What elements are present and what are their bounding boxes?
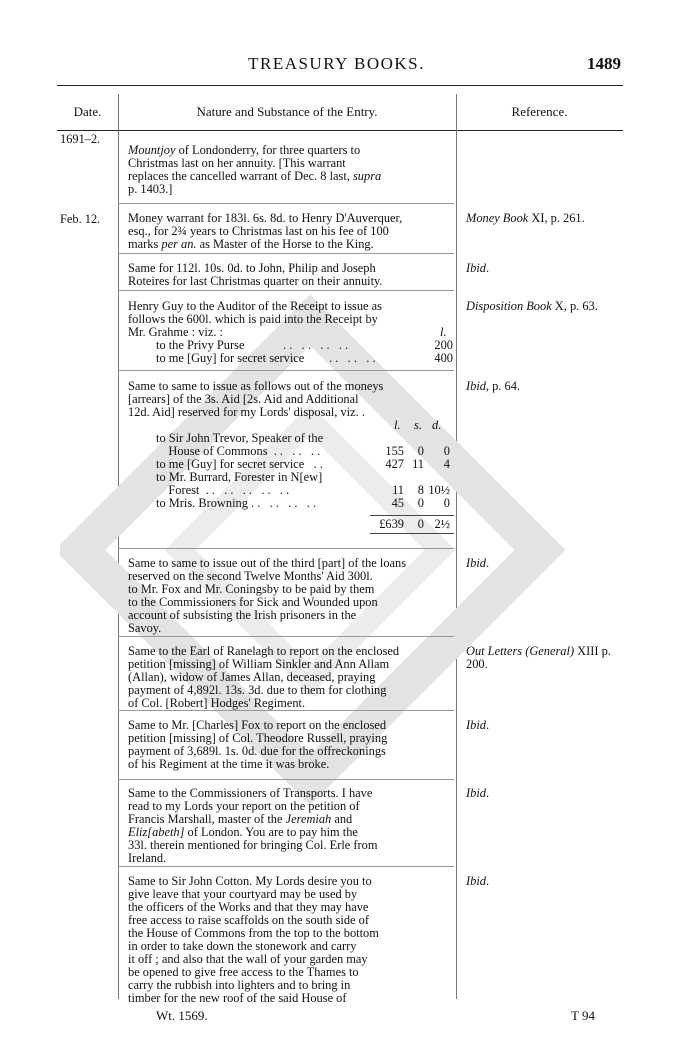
entry-line: Money warrant for 183l. 6s. 8d. to Henry D'Auverquer, [128, 211, 403, 225]
entry-line: in order to take down the stonework and carry [128, 939, 357, 953]
amount-d: 4 [443, 457, 450, 471]
entry-line: be opened to give free access to the Thames to [128, 965, 359, 979]
header-rule [57, 85, 623, 86]
entry-text [128, 144, 453, 196]
entry-text [128, 875, 453, 1005]
entry-text [128, 380, 453, 419]
total-underline [370, 533, 454, 534]
entry-text [128, 719, 453, 771]
running-head [0, 54, 673, 76]
amount-s: 8 [417, 483, 424, 497]
entry-text [128, 212, 453, 251]
entry-line: Savoy. [128, 621, 162, 635]
entry-date: Feb. 12. [60, 212, 101, 226]
entry-separator [118, 636, 454, 637]
page-title: TREASURY BOOKS. [248, 54, 425, 73]
entry-separator [118, 866, 454, 867]
entry-line: Ireland. [128, 851, 167, 865]
amount-s: 0 [417, 444, 424, 458]
entry-date: 1691–2. [60, 132, 101, 146]
entry-line: Same to same to issue out of the third [part] of the loans [128, 556, 407, 570]
entry-separator [118, 253, 454, 254]
entry-line: payment of 3,689l. 1s. 0d. due for the offreckonings [128, 744, 386, 758]
amount-label: House of Commons . . . . . . [156, 444, 321, 458]
entry-text [128, 645, 453, 710]
entry-line: the House of Commons from the top to the bottom [128, 926, 379, 940]
entry-line: timber for the new roof of the said House of [128, 991, 347, 1005]
entry-reference: Disposition Book X, p. 63. [466, 299, 598, 313]
column-header-rule [57, 130, 623, 131]
entry-reference: Ibid, p. 64. [466, 379, 521, 393]
entry-line: (Allan), widow of James Allan, deceased, praying [128, 670, 376, 684]
reference-column-divider [456, 94, 457, 999]
entry-line: the officers of the Works and that they may have [128, 900, 369, 914]
entry-line: it off ; and also that the wall of your garden may [128, 952, 368, 966]
entry-line: petition [missing] of William Sinkler and Ann Allam [128, 657, 390, 671]
amount-label: to Mris. Browning . . . . . . . . [156, 496, 317, 510]
amount-label: to the Privy Purse [156, 338, 245, 352]
amount-s: 0 [417, 496, 424, 510]
entry-line: payment of 4,892l. 13s. 3d. due to them for clothing [128, 683, 387, 697]
footer-print-code: Wt. 1569. [156, 1008, 208, 1023]
amount-l: 11 [392, 483, 404, 497]
entry-line: read to my Lords your report on the petition of [128, 799, 360, 813]
entry-line: to Mr. Fox and Mr. Coningsby to be paid by them [128, 582, 375, 596]
column-header-reference: Reference. [511, 104, 568, 119]
amount-label: to Sir John Trevor, Speaker of the [156, 431, 324, 445]
entry-line: of his Regiment at the time it was broke. [128, 757, 330, 771]
amount-l: 155 [385, 444, 404, 458]
total-s: 0 [417, 517, 424, 531]
entry-line: Mr. Grahme : viz. : [128, 325, 223, 339]
currency-unit: l. [440, 325, 447, 339]
entry-text [128, 787, 453, 865]
column-header-nature: Nature and Substance of the Entry. [196, 104, 378, 119]
entry-line: replaces the cancelled warrant of Dec. 8 last, supra [128, 169, 382, 183]
total-rule [370, 515, 454, 516]
amount-l: 45 [391, 496, 404, 510]
entry-line: Same to Sir John Cotton. My Lords desire you to [128, 874, 372, 888]
entry-reference: Ibid. [466, 718, 490, 732]
entry-line: esq., for 2¾ years to Christmas last on his fee of 100 [128, 224, 389, 238]
entry-line: Henry Guy to the Auditor of the Receipt to issue as [128, 299, 382, 313]
leader-dots: . . . . . . . . [280, 338, 349, 352]
amount-value: 200 [434, 338, 453, 352]
entry-line: follows the 600l. which is paid into the Receipt by [128, 312, 378, 326]
entry-separator [118, 710, 454, 711]
entry-line: Francis Marshall, master of the Jeremiah and [128, 812, 353, 826]
entry-line: marks per an. as Master of the Horse to the King. [128, 237, 374, 251]
amount-label: to me [Guy] for secret service . . [156, 457, 323, 471]
currency-unit-s: s. [414, 418, 422, 432]
amount-label: to me [Guy] for secret service [156, 351, 305, 365]
currency-unit-d: d. [432, 418, 442, 432]
amount-d: 0 [443, 444, 450, 458]
entry-line: p. 1403.] [128, 182, 173, 196]
entry-line: 12d. Aid] reserved for my Lords' disposal, viz. . [128, 405, 365, 419]
entry-line: Christmas last on her annuity. [This warrant [128, 156, 346, 170]
entry-line: 33l. therein mentioned for bringing Col. Erle from [128, 838, 378, 852]
entry-separator [118, 548, 454, 549]
total-l: £639 [379, 517, 404, 531]
entry-line: account of subsisting the Irish prisoners in the [128, 608, 357, 622]
entry-separator [118, 779, 454, 780]
entry-line: give leave that your courtyard may be used by [128, 887, 358, 901]
entry-line: Same to same to issue as follows out of the moneys [128, 379, 384, 393]
entry-text [128, 300, 453, 339]
amount-value: 400 [434, 351, 453, 365]
entry-line: Roteires for last Christmas quarter on their annuity. [128, 274, 383, 288]
entry-line: Same to the Commissioners of Transports. I have [128, 786, 373, 800]
leader-dots: . . . . . . [326, 351, 376, 365]
entry-separator [118, 370, 454, 371]
entry-text [128, 262, 453, 288]
footer-signature: T 94 [571, 1008, 595, 1023]
entry-line: Eliz[abeth] of London. You are to pay him the [128, 825, 358, 839]
entry-separator [118, 203, 454, 204]
amount-l: 427 [385, 457, 404, 471]
entry-line: carry the rubbish into lighters and to bring in [128, 978, 351, 992]
total-d: 2½ [434, 517, 450, 531]
entry-line: free access to raise scaffolds on the south side of [128, 913, 369, 927]
amount-row [128, 352, 453, 365]
entry-line: petition [missing] of Col. Theodore Russell, praying [128, 731, 388, 745]
entry-reference: Out Letters (General) XIII p. 200. [466, 644, 611, 671]
entry-line: [arrears] of the 3s. Aid [2s. Aid and Additional [128, 392, 359, 406]
date-column-divider [118, 94, 119, 999]
entry-text [128, 557, 453, 635]
column-header-date: Date. [73, 104, 102, 119]
entry-reference: Ibid. [466, 556, 490, 570]
entry-line: reserved on the second Twelve Months' Aid 300l. [128, 569, 373, 583]
entry-reference: Ibid. [466, 786, 490, 800]
amount-label: Forest . . . . . . . . . . [156, 483, 290, 497]
entry-line: Mountjoy of Londonderry, for three quarters to [128, 143, 361, 157]
entry-line: Same to Mr. [Charles] Fox to report on the enclosed [128, 718, 387, 732]
amount-d: 0 [443, 496, 450, 510]
entry-reference: Money Book XI, p. 261. [466, 211, 585, 225]
entry-reference: Ibid. [466, 874, 490, 888]
entry-line: Same for 112l. 10s. 0d. to John, Philip and Joseph [128, 261, 376, 275]
entry-reference: Ibid. [466, 261, 490, 275]
page-number: 1489 [587, 54, 621, 73]
amount-label: to Mr. Burrard, Forester in N[ew] [156, 470, 323, 484]
amount-s: 11 [412, 457, 424, 471]
entry-line: Same to the Earl of Ranelagh to report on the enclosed [128, 644, 400, 658]
entry-line: of Col. [Robert] Hodges' Regiment. [128, 696, 306, 710]
entry-line: to the Commissioners for Sick and Wounded upon [128, 595, 378, 609]
amount-d: 10½ [428, 483, 450, 497]
entry-separator [118, 290, 454, 291]
currency-unit-l: l. [394, 418, 401, 432]
